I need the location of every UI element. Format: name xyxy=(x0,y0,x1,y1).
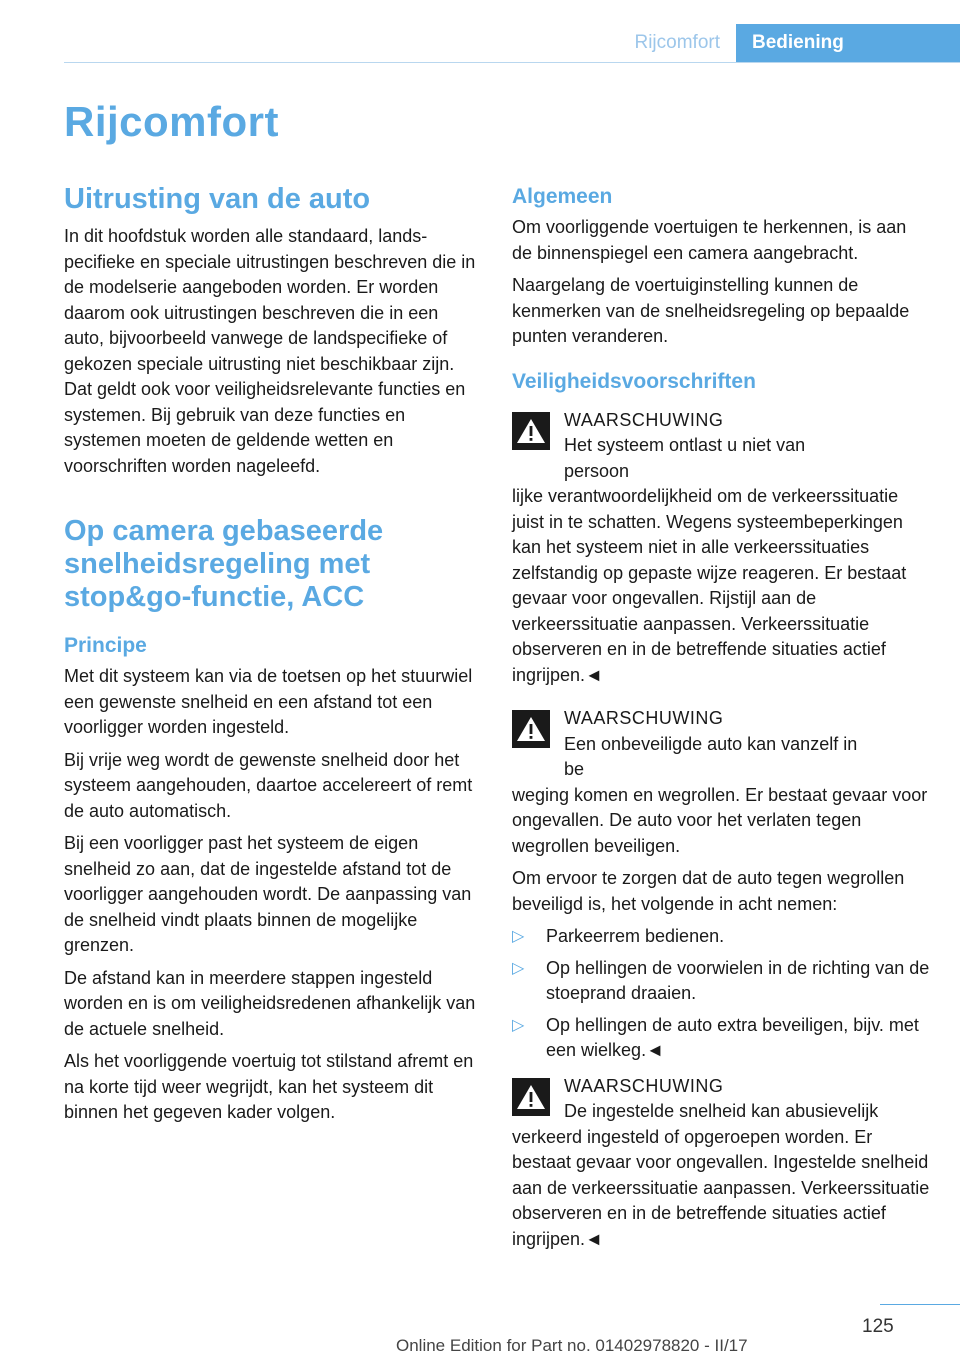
list-item: ▷ Op hellingen de voorwielen in de richting van de stoeprand draaien. xyxy=(512,956,930,1007)
warning-label: WAARSCHUWING xyxy=(564,1075,724,1096)
warning-block xyxy=(512,706,930,1064)
principle-heading: Principe xyxy=(64,634,147,657)
page-number: 125 xyxy=(862,1316,894,1337)
warning-text: De ingestelde snelheid kan abusievelijk xyxy=(564,1101,879,1121)
warning-block xyxy=(512,1074,930,1253)
header-tabs xyxy=(618,24,960,62)
warning-block xyxy=(512,408,930,689)
right-column xyxy=(512,183,930,1259)
warning-text: Een onbeveiligde auto kan vanzelf in be xyxy=(564,733,858,779)
warning-label: WAARSCHUWING xyxy=(564,708,724,728)
general-paragraph: Om voorliggende voertuigen te herkennen, is aan de binnenspiegel een camera aangebracht. xyxy=(512,217,907,263)
page-title: Rijcomfort xyxy=(64,98,279,145)
warning-text: weging komen en wegrollen. Er bestaat gevaar voor ongevallen. De auto voor het verlaten tegen wegrollen beveiligen. xyxy=(512,784,928,856)
acc-heading: Op camera gebaseerde snelheidsregeling met stop&go-functie, ACC xyxy=(64,515,384,613)
list-item: ▷ Op hellingen de auto extra beveiligen, bijv. met een wielkeg.◄ xyxy=(512,1013,930,1064)
list-item: ▷ Parkeerrem bedienen. xyxy=(512,924,930,950)
equipment-heading: Uitrusting van de auto xyxy=(64,183,371,215)
safety-heading: Veiligheidsvoorschriften xyxy=(512,369,756,393)
bullet-list xyxy=(512,924,930,1064)
warning-triangle-icon xyxy=(512,710,550,748)
bullet-triangle-icon: ▷ xyxy=(512,959,525,977)
warning-text: Het systeem ontlast u niet van persoon xyxy=(564,435,806,481)
header-section-label: Rijcomfort xyxy=(634,32,720,53)
warning-text: verkeerd ingesteld of opgeroepen worden. Er bestaat gevaar voor ongevallen. Ingestelde snelheid aan de verkeerssituatie aanpassen. Verkeerssituatie observeren en in de betreffende situaties actief ingrijpen.◄ xyxy=(512,1126,930,1249)
warning-triangle-icon xyxy=(512,412,550,450)
general-paragraph: Naargelang de voertuiginstelling kunnen de kenmerken van de snelheidsregeling op bepaalde punten veranderen. xyxy=(512,275,910,346)
edition-note: Online Edition for Part no. 01402978820 - II/17 xyxy=(396,1336,748,1355)
left-column xyxy=(64,183,478,1133)
warning-text: Om ervoor te zorgen dat de auto tegen wegrollen beveiligd is, het volgende in acht nemen: xyxy=(512,868,905,914)
warning-label: WAARSCHUWING xyxy=(564,409,724,430)
principle-paragraph: Als het voorliggende voertuig tot stilstand afremt en na korte tijd weer wegrijdt, kan het systeem dit binnen het gegeven kader volgen. xyxy=(64,1051,474,1122)
principle-paragraph: Bij vrije weg wordt de gewenste snelheid door het systeem aangehouden, daartoe accelereert of remt de auto automatisch. xyxy=(64,749,473,821)
bullet-triangle-icon: ▷ xyxy=(512,1016,525,1034)
principle-paragraph: Met dit systeem kan via de toetsen op het stuurwiel een gewenste snelheid en een afstand tot een voorligger worden ingesteld. xyxy=(64,666,473,737)
bullet-triangle-icon: ▷ xyxy=(512,928,525,945)
header-chapter-tab: Bediening xyxy=(736,24,960,62)
footer-divider xyxy=(880,1304,960,1305)
header-divider xyxy=(64,62,960,63)
equipment-text: In dit hoofdstuk worden alle standaard, landspecifieke en speciale uitrustingen beschreven die in de modelserie aangeboden worden. Er worden daarom ook uitrustingen beschreven die in een auto, bijvoorbeeld vanwege de landspecifieke of gekozen speciale uitrusting niet beschikbaar zijn. Dat geldt ook voor veiligheidsrelevante functies en systemen. Bij gebruik van deze functies en systemen moeten de geldende wetten en voorschriften worden nageleefd. xyxy=(64,226,476,476)
principle-paragraph: De afstand kan in meerdere stappen ingesteld worden en is om veiligheidsredenen afhankelijk van de actuele snelheid. xyxy=(64,967,476,1039)
warning-text: lijke verantwoordelijkheid om de verkeerssituatie juist in te schatten. Wegens systeembeperkingen kan het systeem niet in alle verkeerssituaties zelfstandig op gepaste wijze reageren. Er bestaat gevaar voor ongevallen. Rijstijl aan de verkeerssituatie aanpassen. Verkeerssituatie observeren en in de betreffende situaties actief ingrijpen.◄ xyxy=(512,486,907,685)
warning-triangle-icon xyxy=(512,1078,550,1116)
principle-paragraph: Bij een voorligger past het systeem de eigen snelheid zo aan, dat de ingestelde afstand tot de voorligger aangehouden wordt. De aanpassing van de snelheid vindt plaats binnen de mogelijke grenzen. xyxy=(64,833,472,955)
general-heading: Algemeen xyxy=(512,185,613,208)
